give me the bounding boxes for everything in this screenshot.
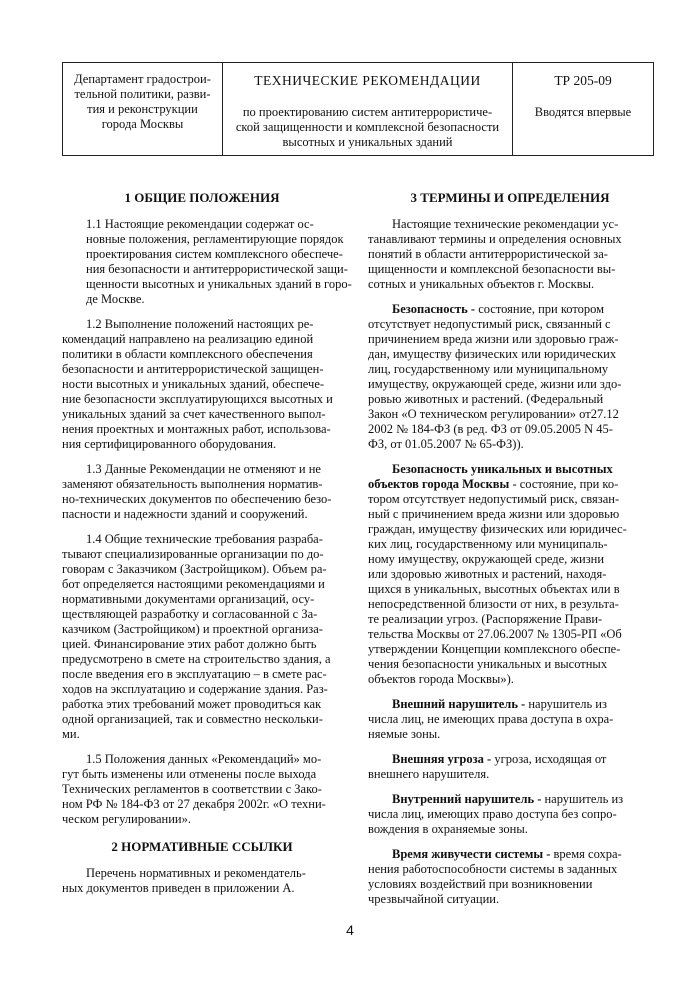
text-line: ровью животных и растений. (Федеральный (368, 392, 604, 406)
header-org-line: города Москвы (101, 117, 184, 131)
text-line: вождения в охраняемые зоны. (368, 822, 528, 836)
text-line: Закон «О техническом регулировании» от27.12 (368, 407, 619, 421)
term-title: Безопасность - (392, 302, 476, 316)
text-line: внешнего нарушителя. (368, 767, 490, 781)
document-title: ТЕХНИЧЕСКИЕ РЕКОМЕНДАЦИИ (254, 73, 481, 88)
text-line: те реализации угроз. (Распоряжение Прави- (368, 612, 603, 626)
paragraph-1-4 (62, 532, 342, 742)
text-line: нормативными документами организаций, осу- (62, 592, 315, 606)
text-line: числа лиц, не имеющих права доступа в охра- (368, 712, 614, 726)
text-line: после введения его в эксплуатацию – в смете рас- (62, 667, 327, 681)
text-line: условиях воздействий при возникновении (368, 877, 593, 891)
text-line: 1.5 Положения данных «Рекомендаций» мо- (86, 752, 322, 766)
text-line: граждан, имуществу физических или юридичес- (368, 522, 627, 536)
page-number: 4 (346, 922, 354, 938)
term-definition: - состояние, при ко- (509, 477, 619, 491)
text-line: проектирования систем комплексного обеспече- (86, 247, 343, 261)
term-unique-objects-safety (368, 462, 652, 687)
text-line: де Москве. (86, 292, 145, 306)
text-line: безопасности и антитеррористической защищен- (62, 362, 324, 376)
text-line: ми. (62, 727, 80, 741)
text-line: причинением вреда жизни или здоровью граж- (368, 332, 619, 346)
document-status: Вводятся впервые (534, 105, 632, 119)
text-line: тельства Москвы от 27.06.2007 № 1305-РП «Об (368, 627, 622, 641)
section-1-title: 1 ОБЩИЕ ПОЛОЖЕНИЯ (124, 190, 280, 205)
document-subtitle-line: высотных и уникальных зданий (282, 135, 453, 149)
text-line: ходов на эксплуатацию и содержание здания. Раз- (62, 682, 328, 696)
section-2-title: 2 НОРМАТИВНЫЕ ССЫЛКИ (111, 839, 293, 854)
text-line: имуществу, окружающей среде, жизни или здо- (368, 377, 622, 391)
paragraph-1-2 (62, 317, 342, 452)
text-line: политики в области комплексного обеспечения (62, 347, 313, 361)
term-external-threat (368, 752, 652, 782)
text-line: числа лиц, имеющих право доступа без сопро- (368, 807, 617, 821)
text-line: заменяют обязательность выполнения норматив- (62, 477, 323, 491)
text-line: лиц, государственному или муниципальному (368, 362, 609, 376)
term-definition: нарушитель из (525, 697, 607, 711)
text-line: комендаций направлено на реализацию единой (62, 332, 314, 346)
text-line: чрезвычайной ситуации. (368, 892, 500, 906)
term-title: Внешняя угроза - (392, 752, 492, 766)
text-line: ном РФ № 184-ФЗ от 27 декабря 2002г. «О техни- (62, 797, 326, 811)
text-line: Перечень нормативных и рекомендатель- (86, 866, 306, 880)
header-code-block (513, 63, 653, 155)
text-line: щенности высотных и уникальных зданий в горо- (86, 277, 352, 291)
text-line: работка этих требований может проводиться как (62, 697, 322, 711)
term-title: объектов города Москвы (368, 477, 510, 491)
paragraph-1-5 (62, 752, 342, 827)
text-line: пасности и надежности зданий и сооружений. (62, 507, 308, 521)
paragraph-1-3 (62, 462, 342, 522)
text-line: бот определяется настоящими рекомендациями и (62, 577, 325, 591)
text-line: утверждении Концепции комплексного обеспе- (368, 642, 621, 656)
text-line: отсутствует недопустимый риск, связанный с (368, 317, 611, 331)
document-header (62, 62, 654, 156)
text-line: тывают специализированные организации по до- (62, 547, 324, 561)
document-code: ТР 205-09 (554, 73, 612, 88)
text-line: Технических регламентов в соответствии с Зако- (62, 782, 322, 796)
text-line: ный с причинением вреда жизни или здоровью (368, 507, 620, 521)
text-line: щихся в уникальных, высотных объектах или в (368, 582, 620, 596)
text-line: новные положения, регламентирующие порядок (86, 232, 344, 246)
text-line: нения проектных и монтажных работ, использова- (62, 422, 331, 436)
right-column (368, 190, 652, 917)
header-organization (63, 63, 223, 155)
header-title-block (223, 63, 513, 155)
text-line: ществляющей разработку и согласованной с За- (62, 607, 318, 621)
text-line: 1.1 Настоящие рекомендации содержат ос- (86, 217, 314, 231)
text-line: ности высотных и уникальных зданий, обеспече- (62, 377, 325, 391)
text-line: 1.2 Выполнение положений настоящих ре- (86, 317, 314, 331)
text-line: 2002 № 184-ФЗ (в ред. ФЗ от 09.05.2005 N 45- (368, 422, 613, 436)
text-line: няемые зоны. (368, 727, 441, 741)
text-line: ному имуществу, окружающей среде, жизни (368, 552, 605, 566)
text-line: нения работоспособности системы в заданных (368, 862, 618, 876)
text-line: одной организацией, так и совместно нескольки- (62, 712, 323, 726)
paragraph-1-1 (62, 217, 352, 307)
text-line: предусмотрено в смете на строительство здания, а (62, 652, 331, 666)
text-line: ние безопасности эксплуатирующихся высотных и (62, 392, 333, 406)
text-line: непосредственной близости от них, в результа- (368, 597, 619, 611)
section-3-title: 3 ТЕРМИНЫ И ОПРЕДЕЛЕНИЯ (410, 190, 610, 205)
text-line: дан, имуществу физических или юридических (368, 347, 617, 361)
text-line: чения безопасности уникальных и высотных (368, 657, 608, 671)
document-subtitle-line: по проектированию систем антитеррористиче- (242, 105, 493, 119)
header-org-line: тия и реконструкции (87, 102, 198, 116)
term-safety (368, 302, 652, 452)
text-line: или здоровью животных и растений, находя- (368, 567, 607, 581)
text-line: ния сертифицированного оборудования. (62, 437, 277, 451)
text-line: но-технических документов по обеспечению безо- (62, 492, 332, 506)
text-line: ческом регулировании». (62, 812, 191, 826)
text-line: ФЗ, от 01.05.2007 № 65-ФЗ)). (368, 437, 524, 451)
paragraph-2-1 (62, 866, 342, 896)
term-title: Внешний нарушитель - (392, 697, 526, 711)
text-line: гут быть изменены или отменены после выхода (62, 767, 317, 781)
term-definition: угроза, исходящая от (491, 752, 607, 766)
text-line: танавливают термины и определения основных (368, 232, 622, 246)
left-column (62, 190, 352, 906)
text-line: уникальных зданий за счет качественного выпол- (62, 407, 326, 421)
text-line: казчиком (Застройщиком) и проектной организа- (62, 622, 323, 636)
text-line: щищенности и комплексной безопасности вы- (368, 262, 616, 276)
header-org-line: тельной политики, разви- (74, 87, 211, 101)
text-line: 1.3 Данные Рекомендации не отменяют и не (86, 462, 321, 476)
text-line: ния безопасности и антитеррористической защи- (86, 262, 348, 276)
term-definition: состояние, при котором (475, 302, 605, 316)
text-line: понятий в области антитеррористической за- (368, 247, 608, 261)
text-line: цией. Финансирование этих работ должно быть (62, 637, 317, 651)
term-external-intruder (368, 697, 652, 742)
paragraph-3-intro (368, 217, 652, 292)
term-system-survivability (368, 847, 652, 907)
text-line: ких лиц, государственному или муниципаль- (368, 537, 608, 551)
header-org-line: Департамент градострои- (74, 72, 211, 86)
text-line: тором отсутствует недопустимый риск, связан- (368, 492, 620, 506)
term-definition: время сохра- (550, 847, 622, 861)
text-line: объектов города Москвы»). (368, 672, 514, 686)
text-line: 1.4 Общие технические требования разраба- (86, 532, 323, 546)
term-title: Внутренний нарушитель - (392, 792, 542, 806)
term-internal-intruder (368, 792, 652, 837)
text-line: сотных и уникальных объектов г. Москвы. (368, 277, 595, 291)
term-title: Время живучести системы - (392, 847, 551, 861)
term-definition: нарушитель из (541, 792, 624, 806)
text-line: говорам с Заказчиком (Застройщиком). Объем ра- (62, 562, 327, 576)
term-title: Безопасность уникальных и высотных (392, 462, 613, 476)
document-subtitle-line: ской защищенности и комплексной безопасности (235, 120, 500, 134)
text-line: ных документов приведен в приложении А. (62, 881, 295, 895)
text-line: Настоящие технические рекомендации ус- (392, 217, 619, 231)
